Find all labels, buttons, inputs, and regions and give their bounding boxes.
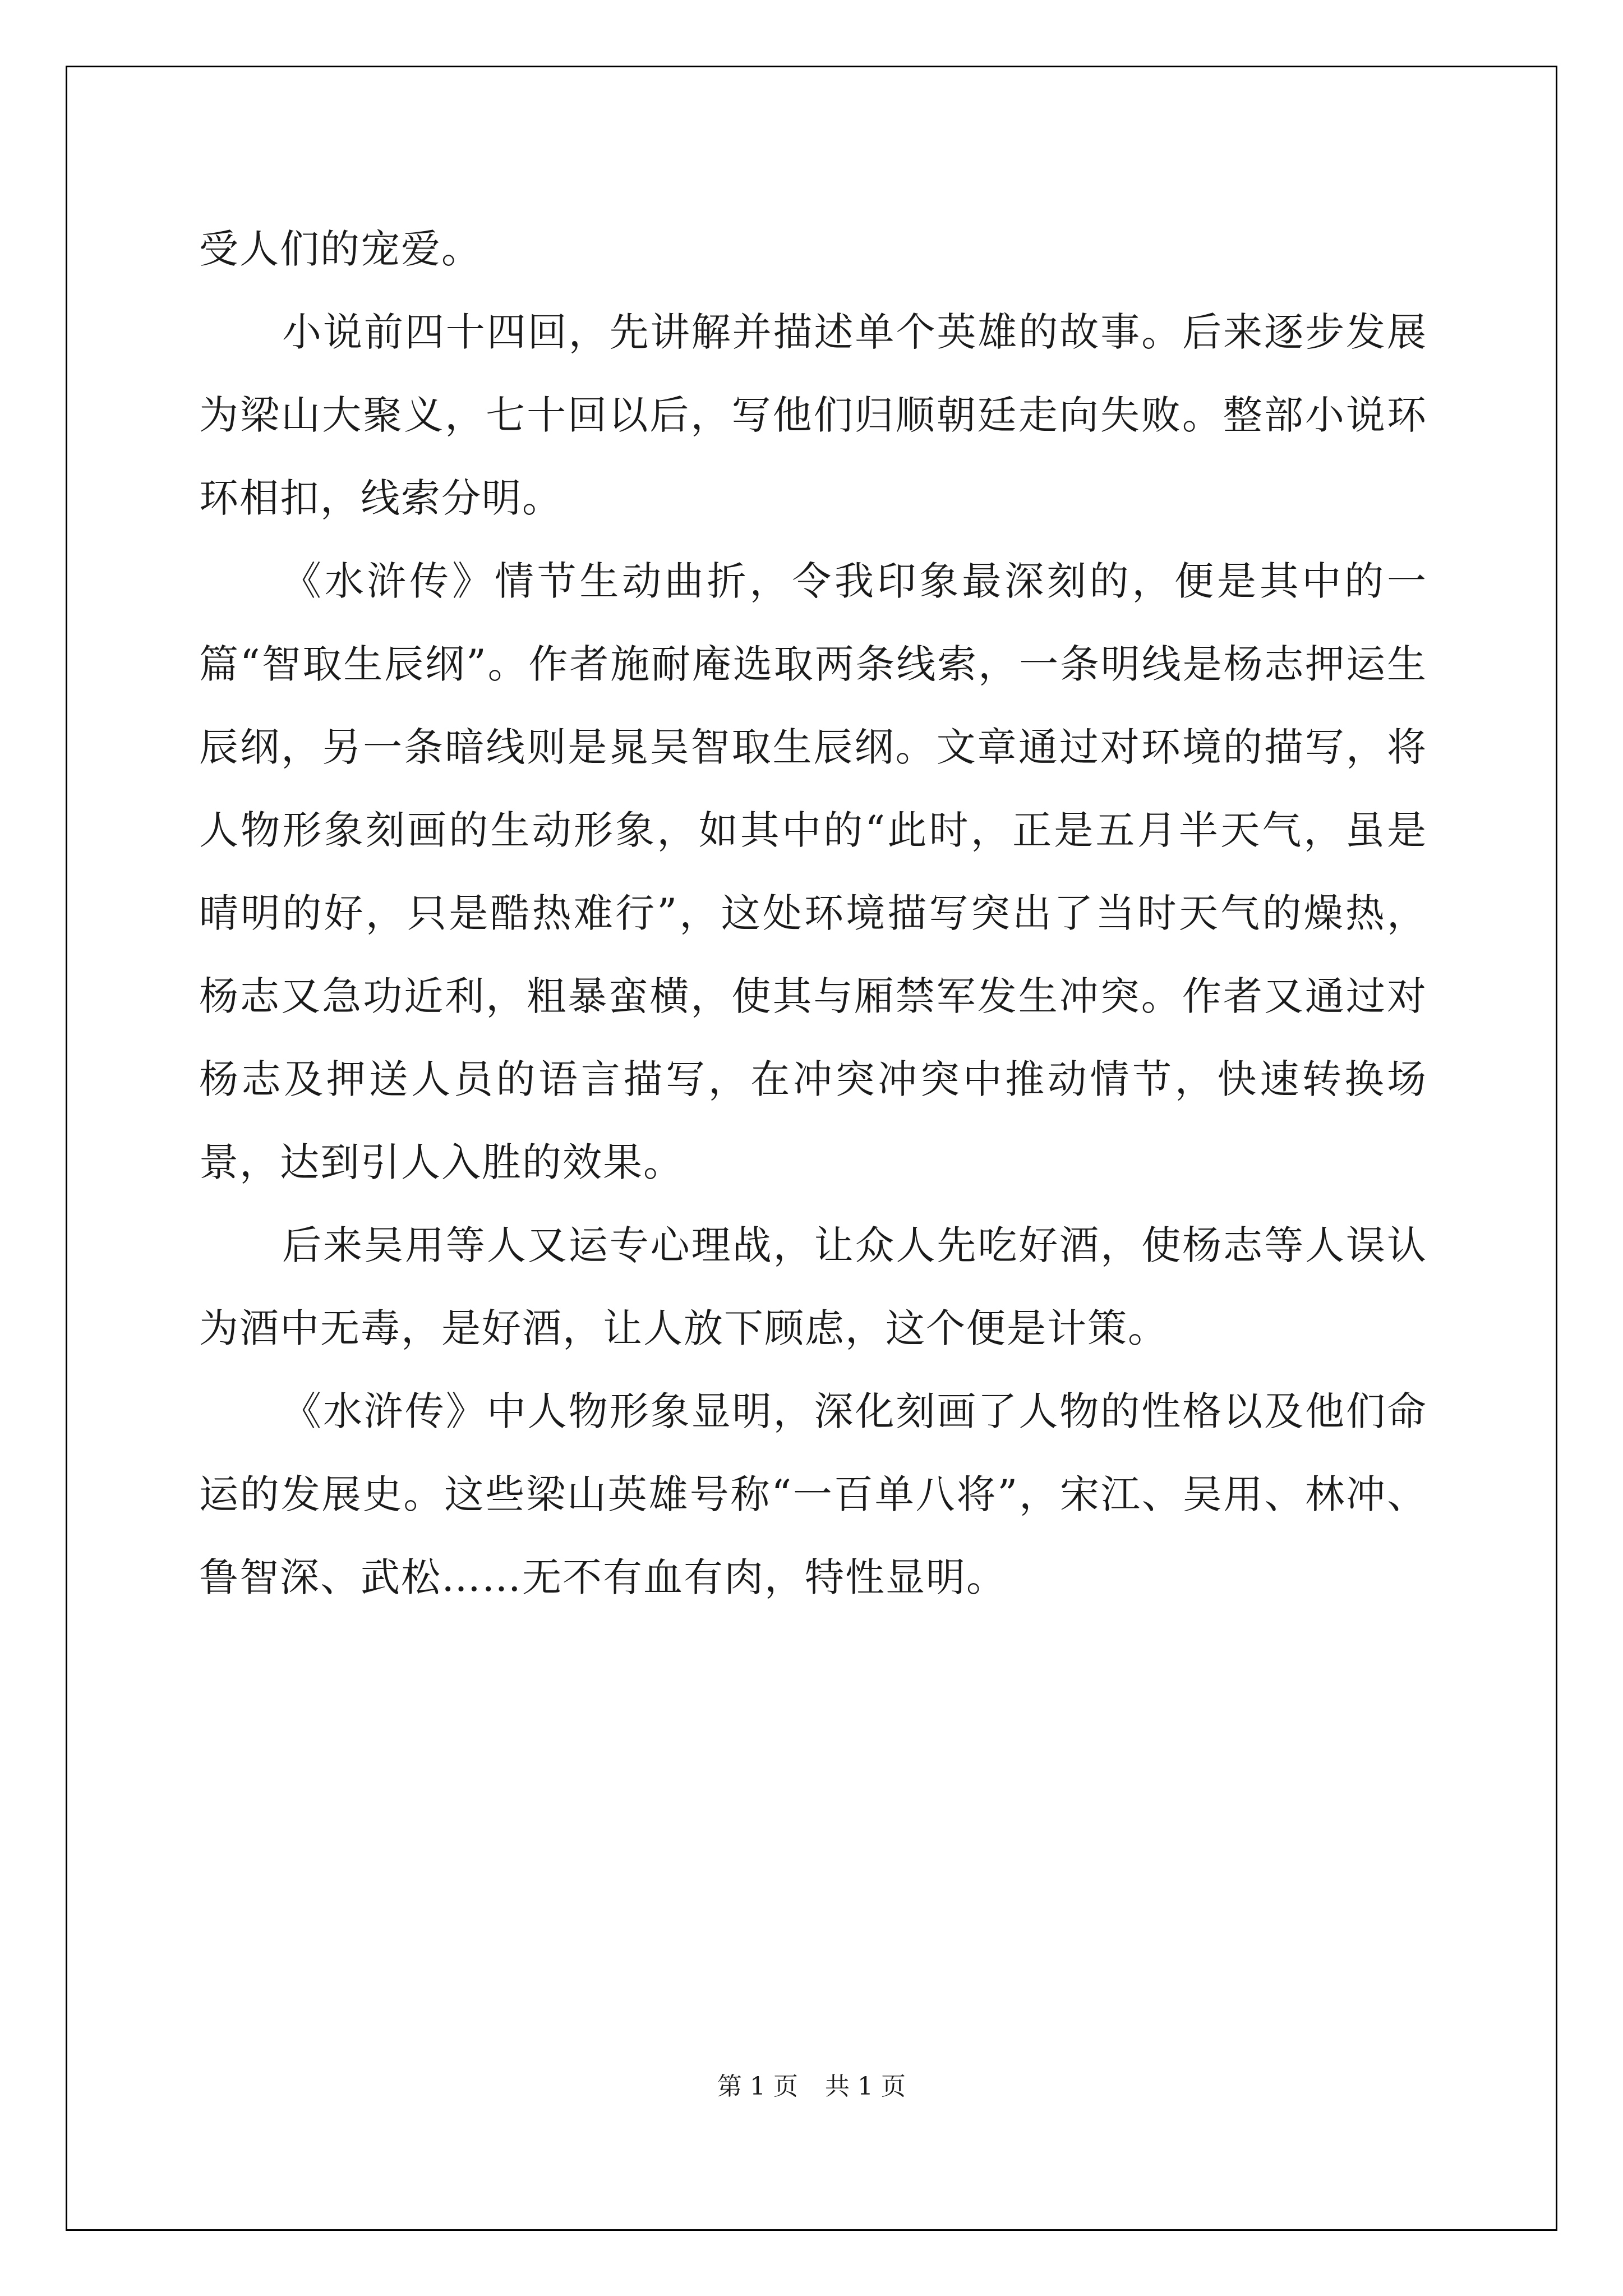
- paragraph-3: 《水浒传》情节生动曲折，令我印象最深刻的，便是其中的一篇“智取生辰纲”。作者施耐庵选取两条线索，一条明线是杨志押运生辰纲，另一条暗线则是晁吴智取生辰纲。文章通过对环境的描写，将人物形象刻画的生动形象，如其中的“此时，正是五月半天气，虽是晴明的好，只是酷热难行”，这处环境描写突出了当时天气的燥热，杨志又急功近利，粗暴蛮横，使其与厢禁军发生冲突。作者又通过对杨志及押送人员的语言描写，在冲突冲突中推动情节，快速转换场景，达到引人入胜的效果。: [199, 558, 1427, 1185]
- document-body: [199, 208, 1427, 1619]
- page-total: 共 1 页: [825, 2072, 906, 2101]
- page-number: 第 1 页: [717, 2072, 798, 2101]
- paragraph-2: 小说前四十四回，先讲解并描述单个英雄的故事。后来逐步发展为梁山大聚义，七十回以后，写他们归顺朝廷走向失败。整部小说环环相扣，线索分明。: [199, 309, 1427, 521]
- paragraph-5: 《水浒传》中人物形象显明，深化刻画了人物的性格以及他们命运的发展史。这些梁山英雄号称“一百单八将”，宋江、吴用、林冲、鲁智深、武松……无不有血有肉，特性显明。: [199, 1388, 1427, 1600]
- page-footer: [0, 2070, 1623, 2104]
- paragraph-1: 受人们的宠爱。: [199, 226, 482, 272]
- paragraph-4: 后来吴用等人又运专心理战，让众人先吃好酒，使杨志等人误认为酒中无毒，是好酒，让人放下顾虑，这个便是计策。: [199, 1222, 1427, 1351]
